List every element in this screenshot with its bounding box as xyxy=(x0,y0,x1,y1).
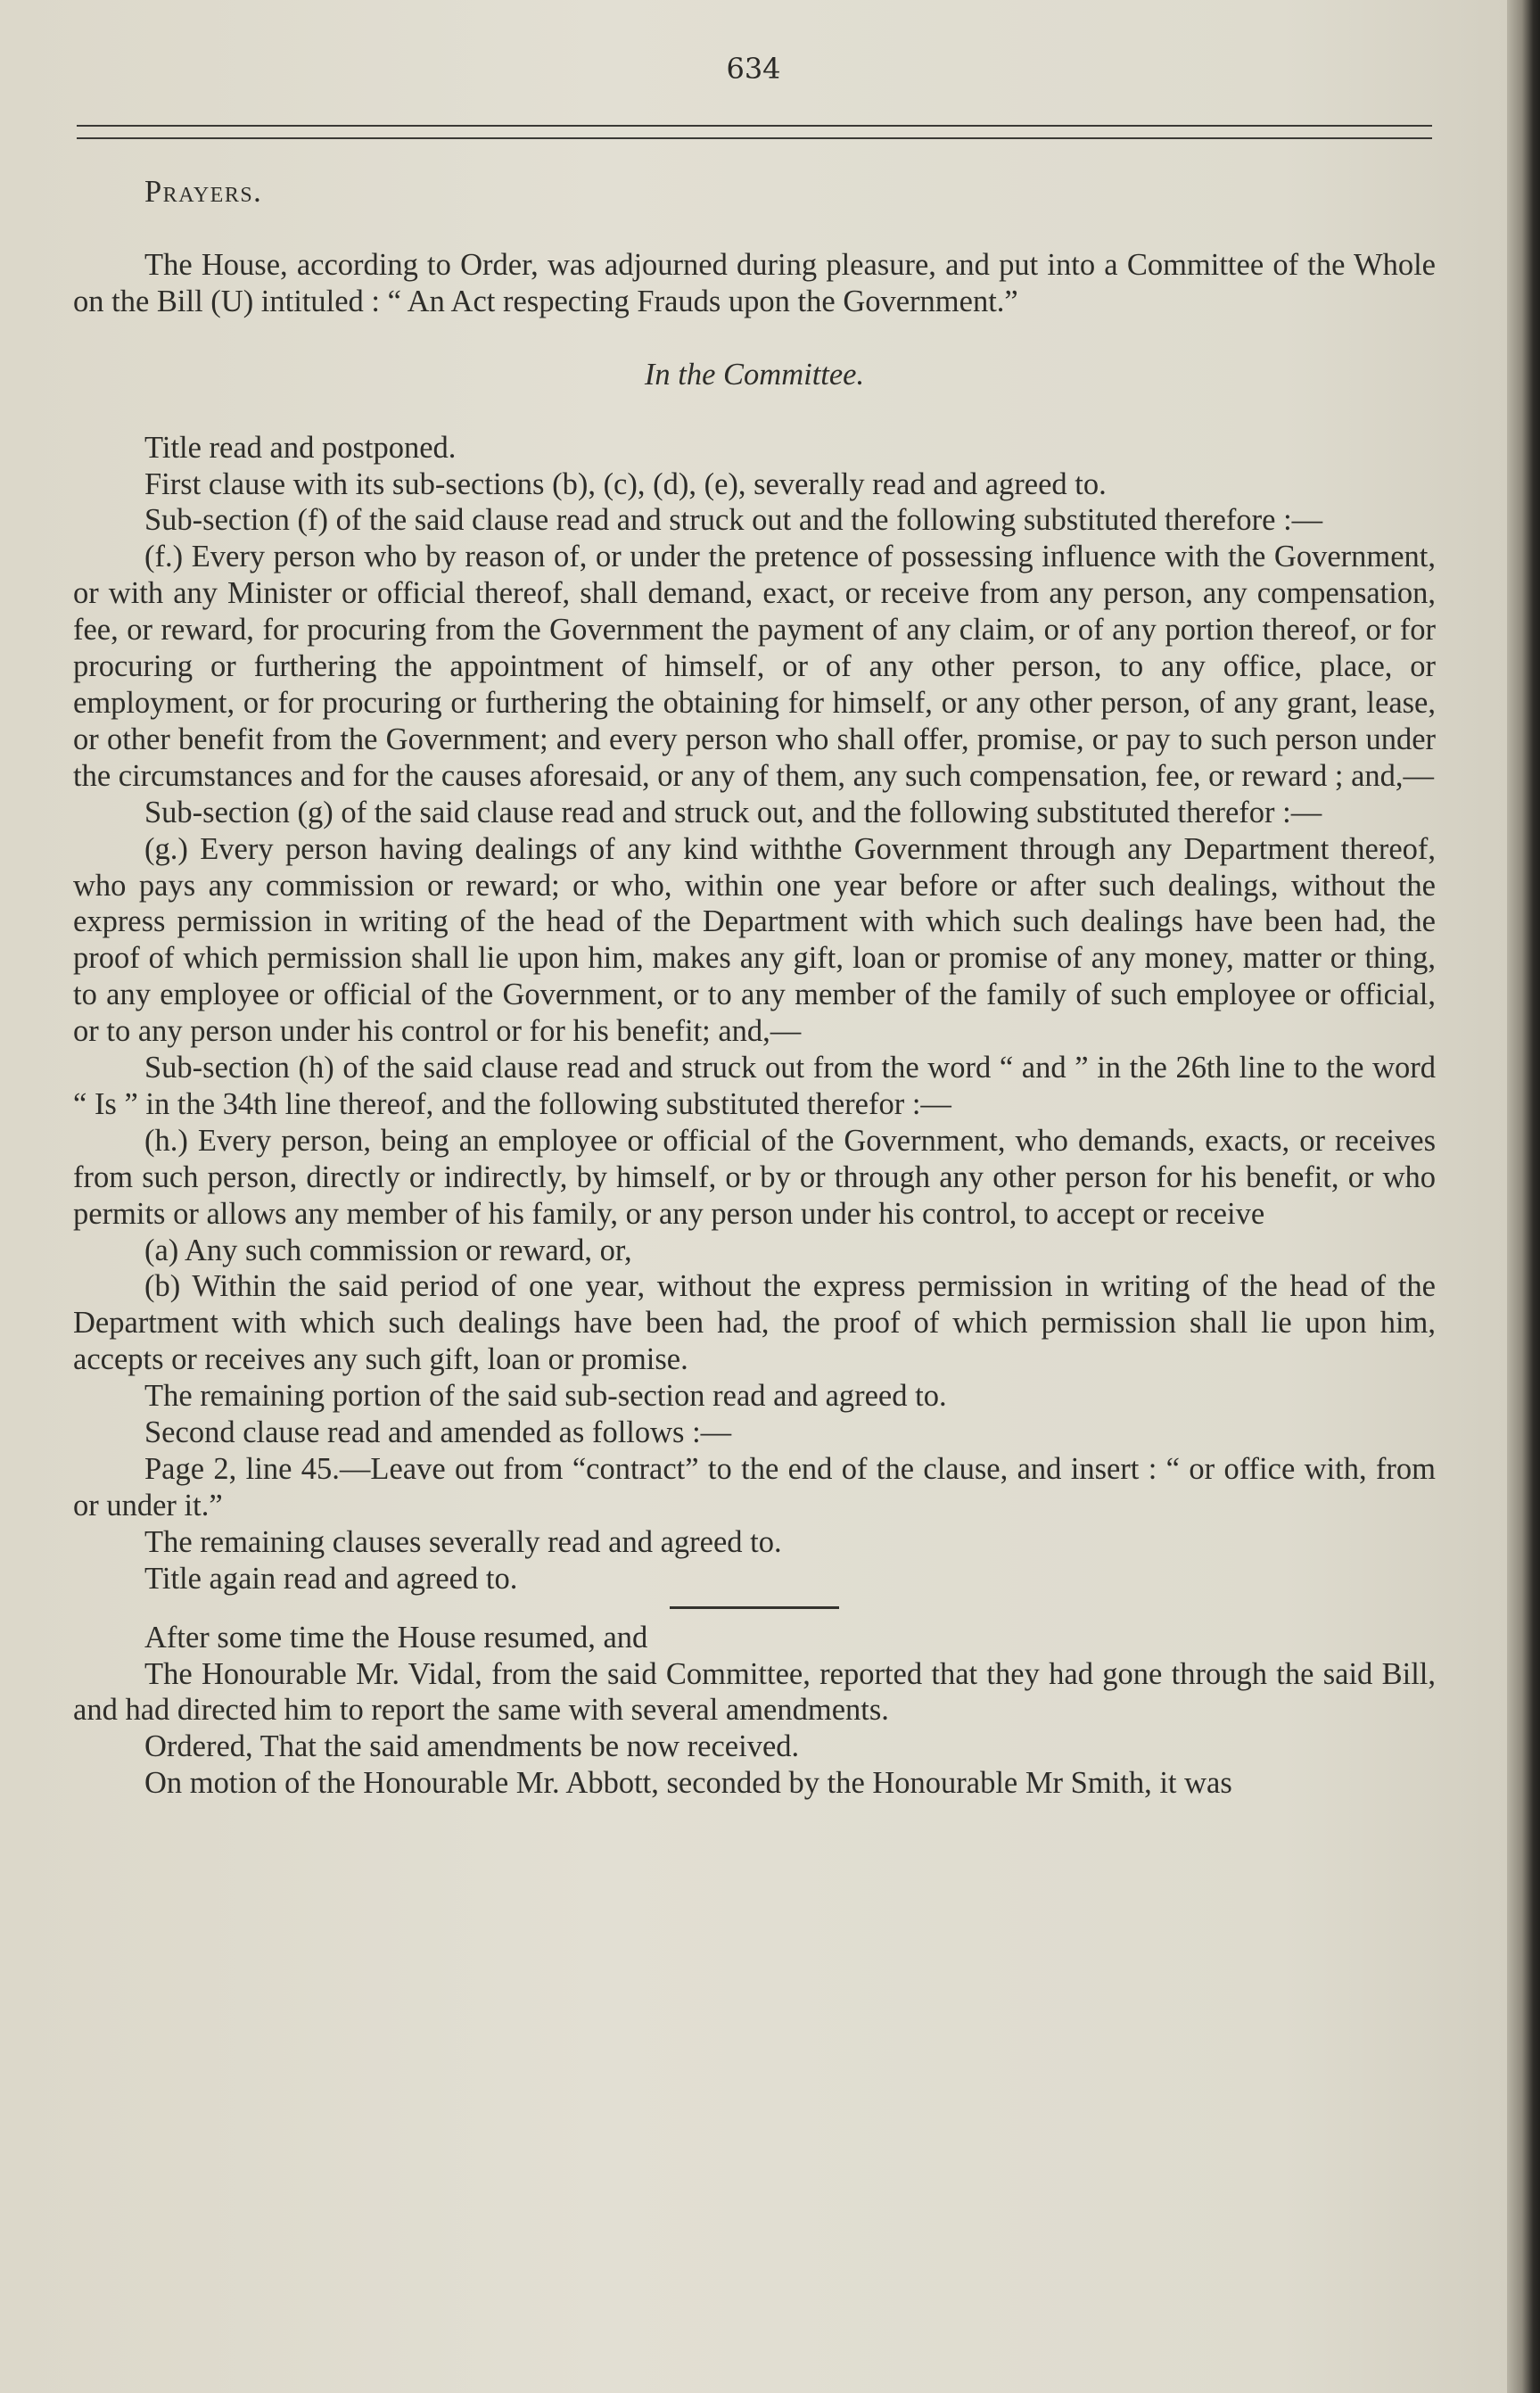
paragraph: Ordered, That the said amendments be now received. xyxy=(144,1729,800,1764)
paragraph: (a) Any such commission or reward, or, xyxy=(144,1233,632,1267)
paragraph: The remaining clauses severally read and agreed to. xyxy=(144,1524,782,1559)
paragraph: The Honourable Mr. Vidal, from the said Committee, reported that they had gone through the said Bill, and had directed him to report the same with several amendments. xyxy=(73,1656,1436,1728)
paragraph: (b) Within the said period of one year, without the express permission in writing of the head of the Department with which such dealings have been had, the proof of which permission shall lie upon him, accepts or receives any such gift, loan or promise. xyxy=(73,1269,1436,1377)
paragraph: Page 2, line 45.—Leave out from “contract” to the end of the clause, and insert : “ or office with, from or under it.” xyxy=(73,1452,1436,1522)
intro-paragraph: The House, according to Order, was adjourned during pleasure, and put into a Committee of the Whole on the Bill (U) intituled : “ An Act respecting Frauds upon the Government.” xyxy=(73,247,1436,318)
paragraph: After some time the House resumed, and xyxy=(144,1620,648,1654)
paragraph: Sub-section (f) of the said clause read and struck out and the following substituted therefore :— xyxy=(144,503,1323,538)
paragraph: (f.) Every person who by reason of, or under the pretence of possessing influence with the Government, or with any Minister or official thereof, shall demand, exact, or receive from any person, any compensation, fee, or reward, for procuring from the Government the payment of any claim, or of any portion thereof, or for procuring or furthering the appointment of himself, or of any other person, to any office, place, or employment, or for procuring or furthering the obtaining for himself, or any other person, of any grant, lease, or other benefit from the Government; and every person who shall offer, promise, or pay to such person under the circumstances and for the causes aforesaid, or any of them, any such compensation, fee, or reward ; and,— xyxy=(73,540,1436,793)
paragraph: (g.) Every person having dealings of any kind withthe Government through any Department thereof, who pays any commission or reward; or who, within one year before or after such dealings, without the express permission in writing of the head of the Department with which such dealings have been had, the proof of which permission shall lie upon him, makes any gift, loan or promise of any money, matter or thing, to any employee or official of the Government, or to any member of the family of such employee or official, or to any person under his control or for his benefit; and,— xyxy=(73,831,1436,1049)
section-divider xyxy=(670,1606,839,1609)
paragraph: Title again read and agreed to. xyxy=(144,1561,518,1596)
paragraph: On motion of the Honourable Mr. Abbott, seconded by the Honourable Mr Smith, it was xyxy=(144,1766,1232,1801)
paragraph: Sub-section (h) of the said clause read and struck out from the word “ and ” in the 26th line to the word “ Is ” in the 34th line thereof, and the following substituted therefor :— xyxy=(73,1051,1436,1121)
section-heading: Prayers. xyxy=(144,175,263,209)
paragraph: Title read and postponed. xyxy=(144,430,457,465)
spacer xyxy=(73,1613,1436,1620)
paragraph: First clause with its sub-sections (b), (c), (d), (e), severally read and agreed to. xyxy=(144,466,1107,501)
paragraph: (h.) Every person, being an employee or official of the Government, who demands, exacts, or receives from such person, directly or indirectly, by himself, or by or through any other person for his benefit, or who permits or allows any member of his family, or any person under his control, to accept or receive xyxy=(73,1123,1436,1231)
header-double-rule xyxy=(77,125,1432,139)
page-number: 634 xyxy=(726,52,781,86)
document-body xyxy=(73,174,1436,1802)
paragraph: Second clause read and amended as follows :— xyxy=(144,1415,732,1450)
spacer xyxy=(73,1597,1436,1605)
paragraph: Sub-section (g) of the said clause read and struck out, and the following substituted therefor :— xyxy=(144,795,1322,829)
book-spine-shadow xyxy=(1507,0,1540,2393)
committee-heading: In the Committee. xyxy=(644,357,865,392)
paragraph: The remaining portion of the said sub-section read and agreed to. xyxy=(144,1379,947,1414)
spacer xyxy=(73,320,1436,357)
